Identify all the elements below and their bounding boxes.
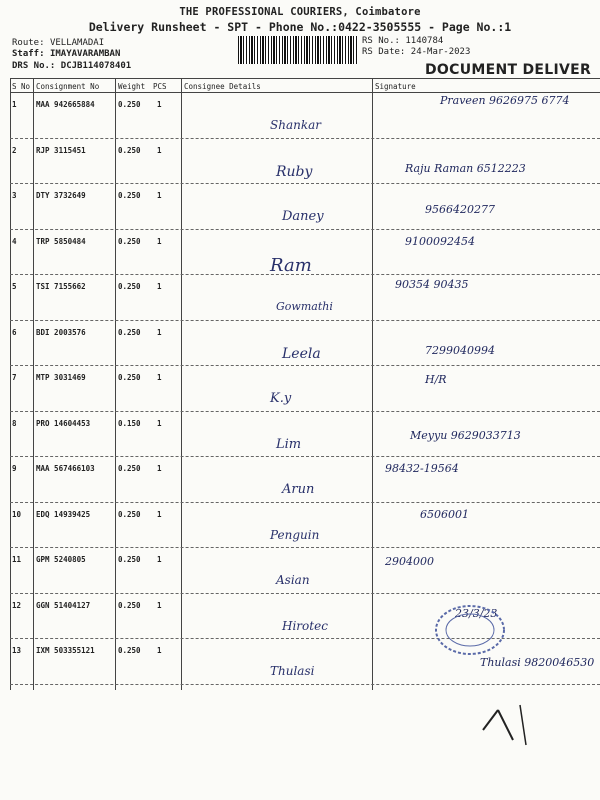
- row-separator: [10, 502, 600, 503]
- row-sno: 6: [12, 327, 17, 337]
- document-delivery-stamp: DOCUMENT DELIVER: [425, 62, 592, 78]
- row-weight: 0.250: [118, 236, 141, 246]
- row-sno: 10: [12, 509, 22, 519]
- runsheet-title: THE PROFESSIONAL COURIERS, Coimbatore: [179, 6, 421, 18]
- route-value: VELLAMADAI: [49, 38, 105, 48]
- row-sno: 7: [12, 373, 17, 382]
- row-weight: 0.250: [118, 145, 141, 155]
- row-consignee-handwritten: Gowmathi: [276, 300, 333, 313]
- row-consignee-handwritten: Leela: [282, 345, 321, 362]
- route-label: Route:: [12, 38, 45, 48]
- row-separator: [10, 274, 600, 275]
- row-separator: [10, 365, 600, 366]
- row-sno: 5: [12, 282, 17, 291]
- row-weight: 0.250: [118, 191, 141, 200]
- runsheet-subtitle: Delivery Runsheet - SPT - Phone No.:0422-3505555 - Page No.:1: [88, 20, 512, 34]
- row-weight: 0.250: [118, 555, 141, 564]
- row-consignment-no: GPM 5240805: [36, 555, 86, 564]
- row-sno: 13: [12, 646, 22, 655]
- row-pcs: 1: [157, 600, 162, 610]
- row-signature-handwritten: 9100092454: [405, 234, 475, 248]
- col-divider: [33, 78, 34, 690]
- row-signature-handwritten: 9566420277: [425, 203, 495, 216]
- row-weight: 0.250: [118, 646, 141, 655]
- rs-date-value: 24-Mar-2023: [410, 47, 471, 57]
- rs-no-value: 1140784: [405, 36, 444, 46]
- row-signature-handwritten: 2904000: [385, 555, 434, 568]
- col-header-consignment: Consignment No: [36, 82, 100, 91]
- row-signature-handwritten: 90354 90435: [395, 278, 469, 291]
- row-weight: 0.250: [118, 509, 141, 519]
- row-signature-handwritten: 98432-19564: [385, 462, 459, 475]
- row-consignee-handwritten: Penguin: [270, 527, 320, 542]
- row-consignment-no: IXM 503355121: [36, 646, 95, 655]
- row-pcs: 1: [157, 418, 162, 428]
- row-pcs: 1: [157, 646, 162, 655]
- row-sno: 2: [12, 145, 17, 155]
- row-pcs: 1: [157, 373, 162, 382]
- row-consignment-no: MTP 3031469: [36, 373, 86, 382]
- table-top-rule: [10, 78, 600, 79]
- row-sno: 4: [12, 236, 17, 246]
- route-line: [12, 38, 104, 48]
- row-consignment-no: GGN 51404127: [36, 600, 91, 610]
- row-sno: 3: [12, 191, 17, 200]
- row-consignment-no: MAA 567466103: [36, 464, 95, 473]
- row-separator: [10, 320, 600, 321]
- table-header-rule: [10, 92, 600, 93]
- row-pcs: 1: [157, 509, 162, 519]
- col-header-sno: S No: [12, 82, 31, 91]
- row-weight: 0.150: [118, 418, 141, 428]
- row-signature-handwritten: Raju Raman 6512223: [405, 161, 526, 175]
- row-consignment-no: PRO 14604453: [36, 418, 91, 428]
- row-weight: 0.250: [118, 600, 141, 610]
- row-signature-handwritten: 6506001: [420, 507, 469, 521]
- row-sno: 1: [12, 100, 17, 109]
- row-signature-handwritten: Meyyu 9629033713: [410, 428, 521, 442]
- row-separator: [10, 183, 600, 184]
- rs-date-label: RS Date:: [362, 47, 406, 57]
- barcode-image: [238, 36, 358, 64]
- row-pcs: 1: [157, 327, 162, 337]
- row-pcs: 1: [157, 100, 162, 109]
- col-header-signature: Signature: [375, 82, 416, 91]
- row-pcs: 1: [157, 236, 162, 246]
- col-divider: [115, 78, 116, 690]
- row-consignee-handwritten: K.y: [270, 391, 292, 406]
- row-sno: 9: [12, 464, 17, 473]
- staff-value: IMAYAVARAMBAN: [49, 49, 121, 59]
- row-signature-handwritten: H/R: [425, 373, 447, 386]
- row-signature-handwritten: 7299040994: [425, 343, 495, 357]
- row-sno: 12: [12, 600, 22, 610]
- rs-no-line: [362, 36, 443, 46]
- row-sno: 8: [12, 418, 17, 428]
- row-consignment-no: MAA 942665884: [36, 100, 95, 109]
- row-consignee-handwritten: Asian: [276, 573, 310, 587]
- row-consignment-no: BDI 2003576: [36, 327, 86, 337]
- row-consignment-no: TRP 5850484: [36, 236, 86, 246]
- row-signature-handwritten: Thulasi 9820046530: [480, 656, 595, 669]
- row-separator: [10, 138, 600, 139]
- row-weight: 0.250: [118, 282, 141, 291]
- row-weight: 0.250: [118, 464, 141, 473]
- row-consignment-no: TSI 7155662: [36, 282, 86, 291]
- drs-value: DCJB114078401: [60, 61, 132, 71]
- row-consignment-no: DTY 3732649: [36, 191, 86, 200]
- row-consignment-no: EDQ 14939425: [36, 509, 91, 519]
- staff-label: Staff:: [12, 49, 45, 59]
- col-header-consignee: Consignee Details: [184, 82, 261, 91]
- row-pcs: 1: [157, 191, 162, 200]
- col-header-pcs: PCS: [153, 82, 167, 91]
- row-separator: [10, 456, 600, 457]
- drs-label: DRS No.:: [12, 61, 56, 71]
- rs-no-label: RS No.:: [362, 36, 400, 46]
- row-weight: 0.250: [118, 100, 141, 109]
- col-divider: [181, 78, 182, 690]
- col-divider: [372, 78, 373, 690]
- row-consignee-handwritten: Shankar: [270, 118, 321, 132]
- col-divider: [10, 78, 11, 690]
- row-weight: 0.250: [118, 373, 141, 382]
- drs-line: [12, 61, 131, 71]
- row-consignee-handwritten: Thulasi: [270, 664, 315, 678]
- rs-date-line: [362, 47, 470, 57]
- row-separator: [10, 593, 600, 594]
- row-consignee-handwritten: Arun: [282, 482, 315, 497]
- row-pcs: 1: [157, 282, 162, 291]
- row-consignee-handwritten: Lim: [276, 436, 302, 452]
- row-pcs: 1: [157, 145, 162, 155]
- row-consignment-no: RJP 3115451: [36, 145, 86, 155]
- row-sno: 11: [12, 555, 22, 564]
- col-header-weight: Weight: [118, 82, 146, 91]
- staff-line: [12, 49, 120, 59]
- row-consignee-handwritten: Hirotec: [282, 618, 328, 633]
- row-pcs: 1: [157, 464, 162, 473]
- row-weight: 0.250: [118, 327, 141, 337]
- row-signature-handwritten: Praveen 9626975 6774: [440, 94, 570, 107]
- seal-stamp-icon: [430, 600, 510, 660]
- row-separator: [10, 638, 600, 639]
- row-consignee-handwritten: Ruby: [276, 163, 313, 180]
- row-separator: [10, 547, 600, 548]
- row-pcs: 1: [157, 555, 162, 564]
- row-separator: [10, 229, 600, 230]
- row-separator: [10, 411, 600, 412]
- row-separator: [10, 684, 600, 685]
- row-consignee-handwritten: Daney: [282, 209, 324, 224]
- row-signature-handwritten: 23/3/23: [455, 606, 498, 620]
- row-consignee-handwritten: Ram: [270, 254, 312, 276]
- handwritten-mark-icon: [478, 700, 538, 750]
